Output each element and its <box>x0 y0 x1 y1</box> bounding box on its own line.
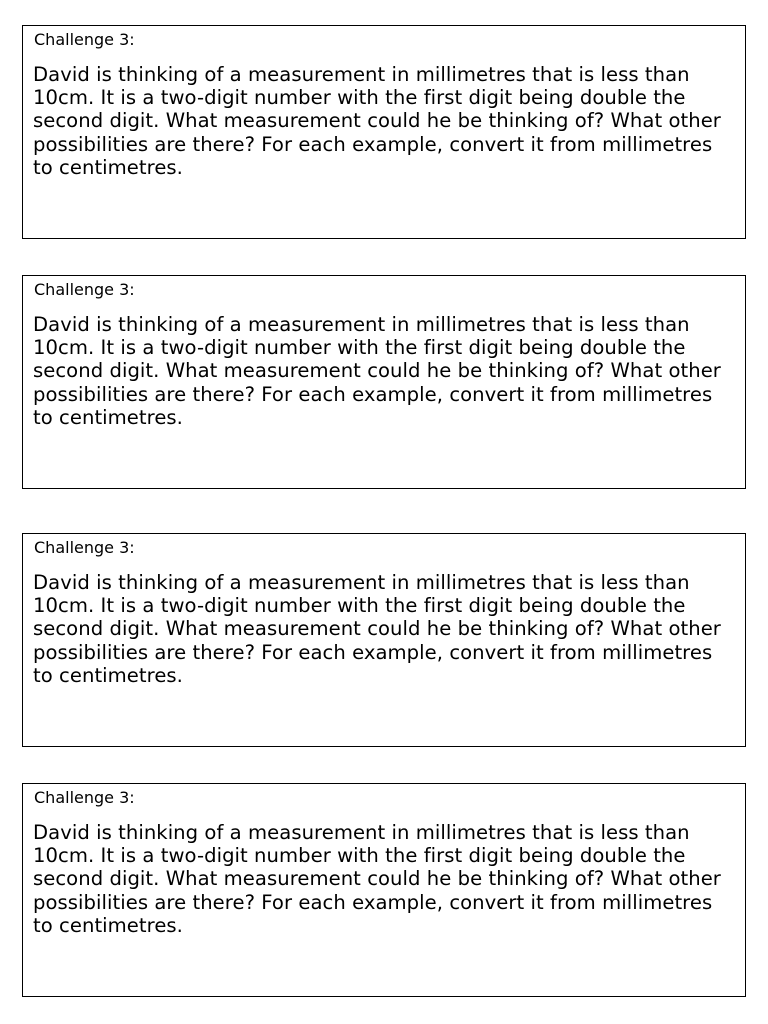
challenge-title: Challenge 3: <box>34 538 135 557</box>
challenge-title: Challenge 3: <box>34 788 135 807</box>
challenge-card <box>22 25 746 239</box>
challenge-title: Challenge 3: <box>34 280 135 299</box>
challenge-card <box>22 275 746 489</box>
challenge-title: Challenge 3: <box>34 30 135 49</box>
challenge-text: David is thinking of a measurement in millimetres that is less than 10cm. It is a two-digit number with the first digit being double the second digit. What measurement could he be thinking of? What other possibilities are there? For each example, convert it from millimetres to centimetres. <box>33 63 721 179</box>
challenge-card <box>22 533 746 747</box>
challenge-card <box>22 783 746 997</box>
challenge-text: David is thinking of a measurement in millimetres that is less than 10cm. It is a two-digit number with the first digit being double the second digit. What measurement could he be thinking of? What other possibilities are there? For each example, convert it from millimetres to centimetres. <box>33 821 721 937</box>
challenge-text: David is thinking of a measurement in millimetres that is less than 10cm. It is a two-digit number with the first digit being double the second digit. What measurement could he be thinking of? What other possibilities are there? For each example, convert it from millimetres to centimetres. <box>33 313 721 429</box>
challenge-text: David is thinking of a measurement in millimetres that is less than 10cm. It is a two-digit number with the first digit being double the second digit. What measurement could he be thinking of? What other possibilities are there? For each example, convert it from millimetres to centimetres. <box>33 571 721 687</box>
